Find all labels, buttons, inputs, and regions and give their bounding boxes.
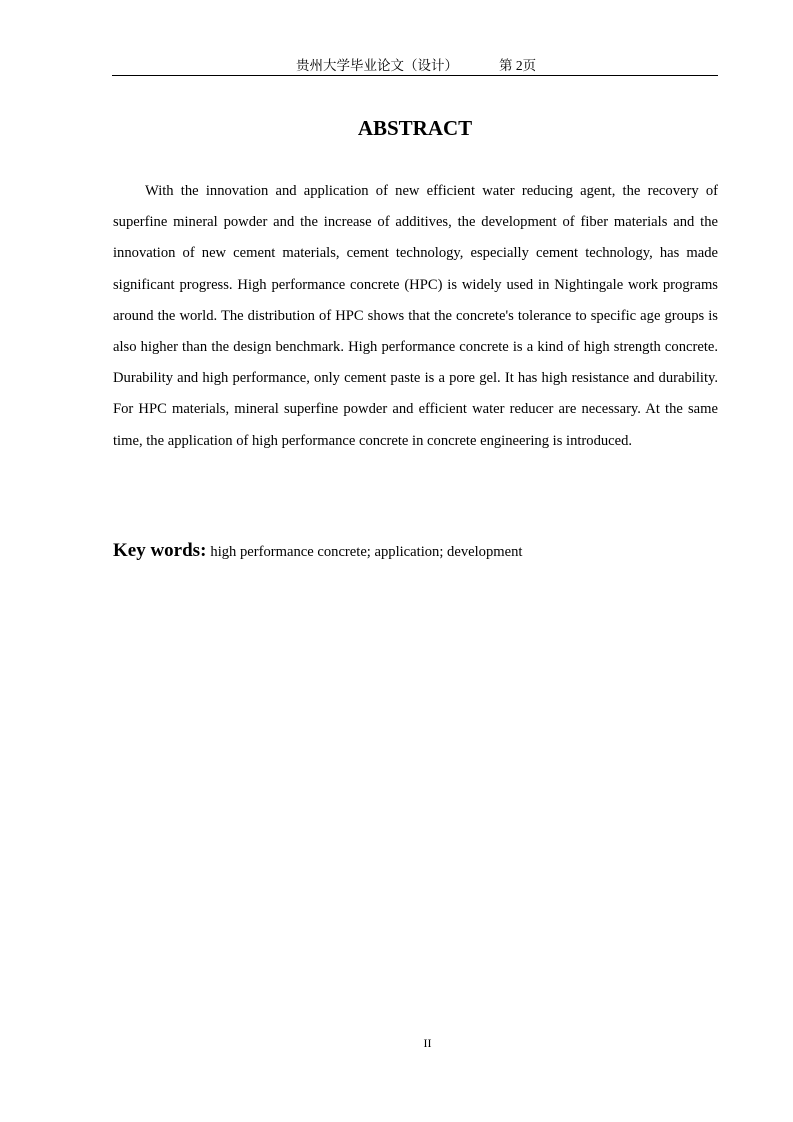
header-divider [112, 75, 718, 76]
header-page-label: 第 2页 [499, 58, 537, 73]
keywords-line [113, 536, 718, 567]
abstract-title: ABSTRACT [357, 116, 473, 140]
keywords-label: Key words: [113, 540, 207, 561]
page-header [0, 56, 793, 76]
abstract-body: With the innovation and application of new efficient water reducing agent, the recovery of superfine mineral powder and the increase of additives, the development of fiber materials and the innovation of new cement materials, cement technology, especially cement technology, has made significant progress. High performance concrete (HPC) is widely used in Nightingale work programs around the world. The distribution of HPC shows that the concrete's tolerance to specific age groups is also higher than the design benchmark. High performance concrete is a kind of high strength concrete. Durability and high performance, only cement paste is a pore gel. It has high resistance and durability. For HPC materials, mineral superfine powder and efficient water reducer are necessary. At the same time, the application of high performance concrete in concrete engineering is introduced. [113, 183, 718, 449]
keywords-text: high performance concrete; application; development [210, 544, 523, 560]
header-title: 贵州大学毕业论文（设计） [296, 58, 458, 73]
page-number: II [423, 1036, 432, 1050]
